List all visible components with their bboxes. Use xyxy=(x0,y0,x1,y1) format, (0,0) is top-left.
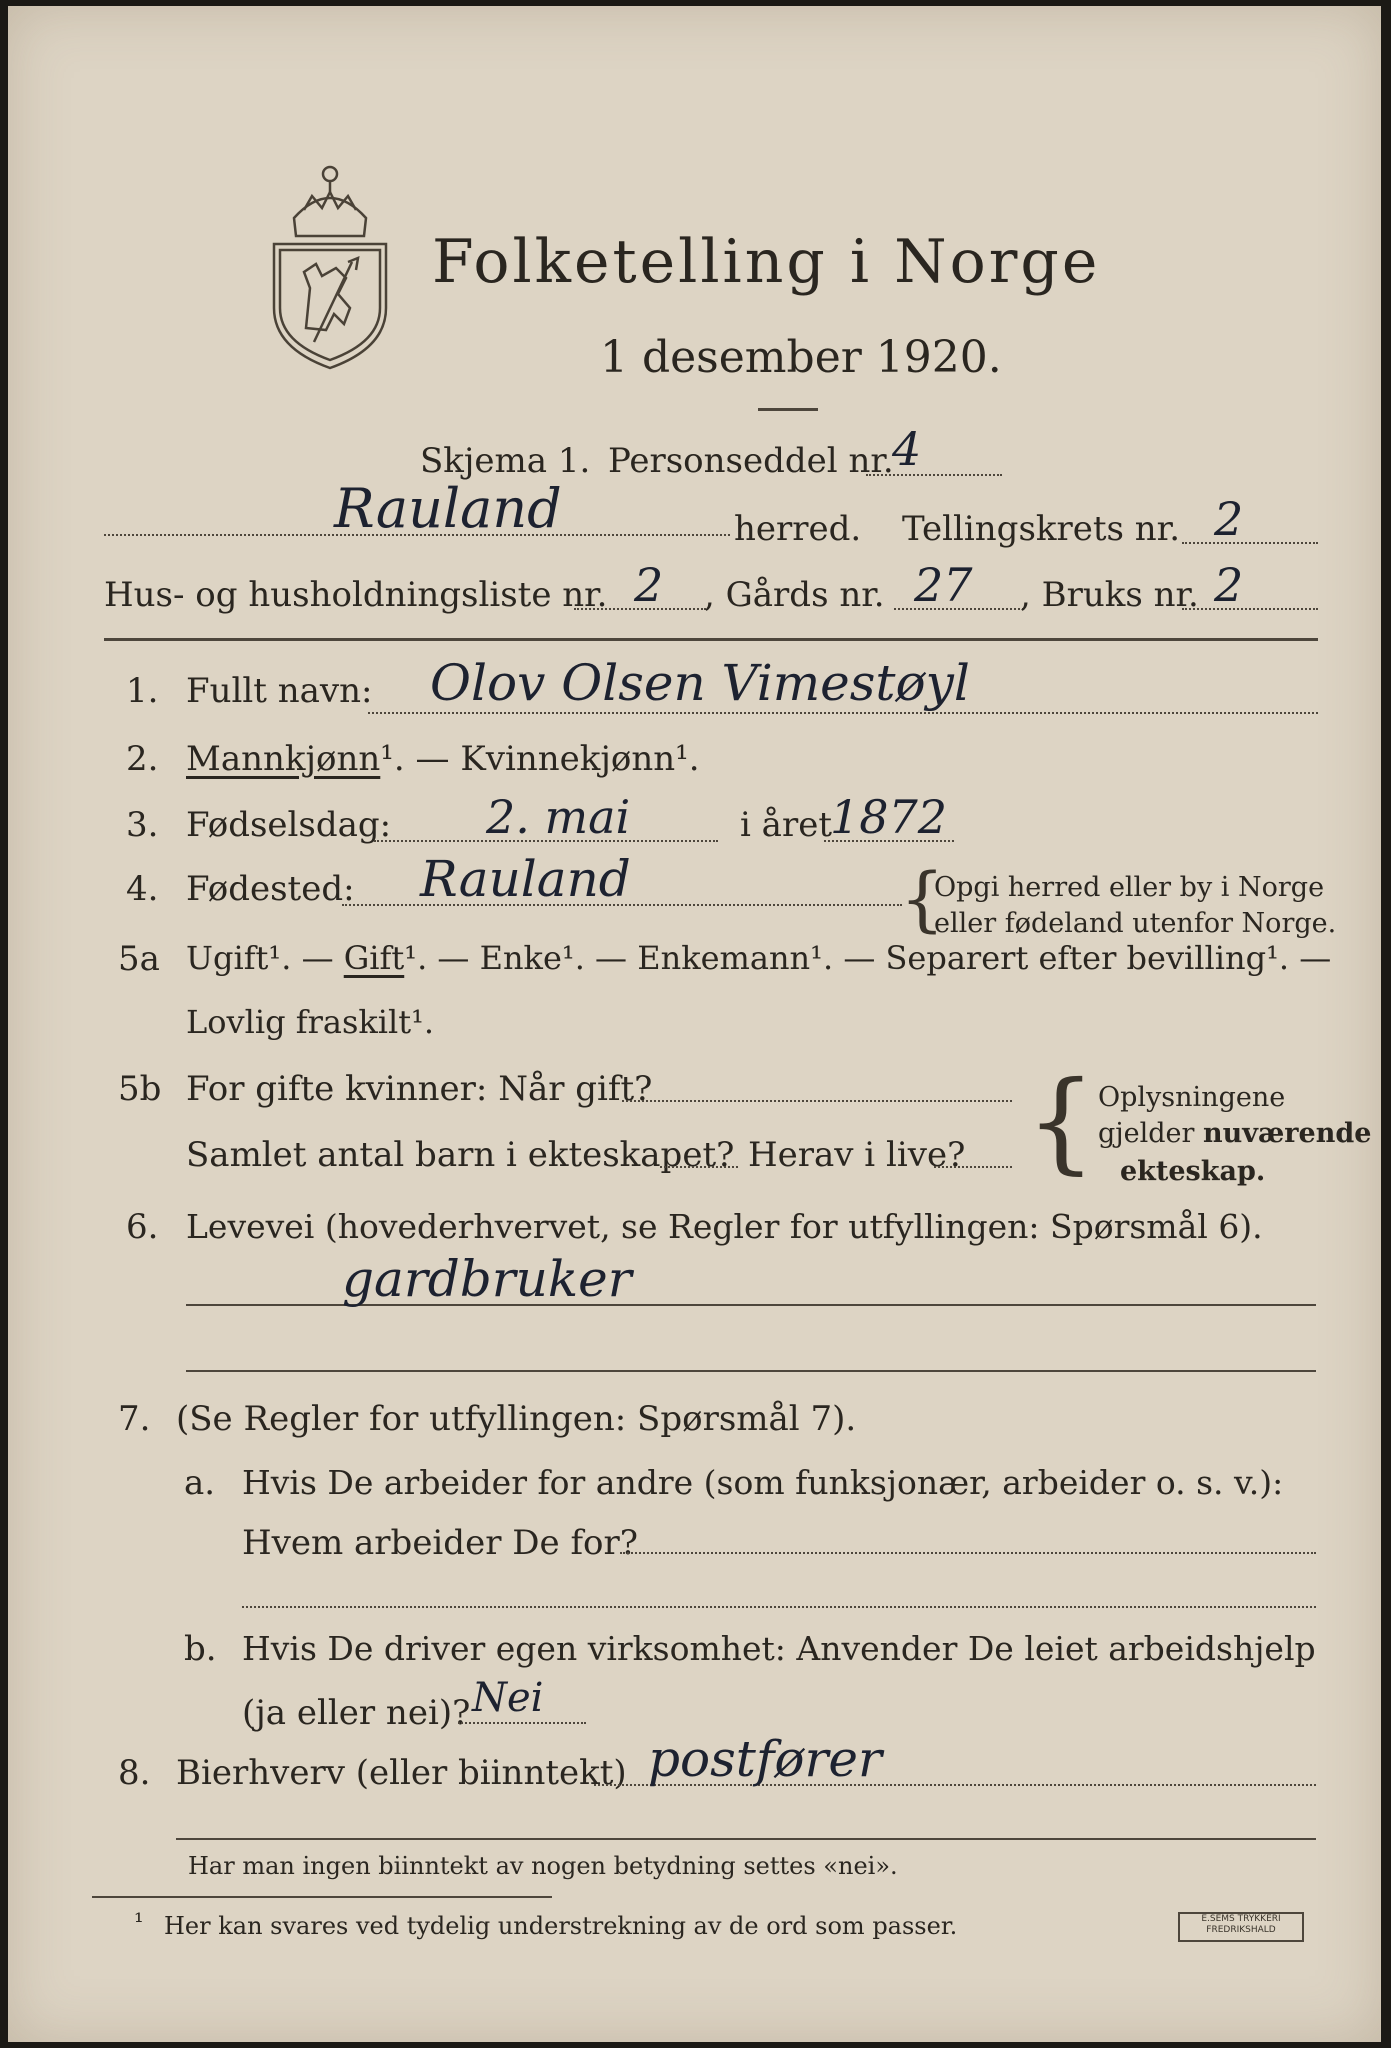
q7-number: 7. xyxy=(118,1399,151,1439)
q7a-line-2: Hvem arbeider De for? xyxy=(242,1523,638,1563)
q5b-note-2a: gjelder xyxy=(1098,1118,1204,1149)
hus-value: 2 xyxy=(634,558,664,612)
q4-label: Fødested: xyxy=(186,869,355,909)
q5b-line-1 xyxy=(622,1100,1012,1102)
q4-note-2: eller fødeland utenfor Norge. xyxy=(934,908,1337,939)
census-date: 1 desember 1920. xyxy=(600,332,1002,383)
q7a-line-1: Hvis De arbeider for andre (som funksjonær, arbeider o. s. v.): xyxy=(242,1463,1284,1502)
footnote-rule xyxy=(92,1896,552,1898)
q5b-number: 5b xyxy=(118,1069,162,1109)
personseddel-value: 4 xyxy=(892,422,922,476)
q7b-line-1: Hvis De driver egen virksomhet: Anvender De leiet arbeidshjelp xyxy=(242,1629,1316,1668)
q2-sep: ¹. — xyxy=(380,739,461,779)
title-rule xyxy=(758,408,818,411)
q3-year-label: i året xyxy=(740,805,832,845)
q7b-line-2: (ja eller nei)? xyxy=(242,1693,471,1733)
personseddel-label: Personseddel nr. xyxy=(608,441,894,481)
q5a-ugift: Ugift¹. — xyxy=(186,939,344,977)
q7a-answer-line xyxy=(620,1552,1316,1554)
printer-stamp-text: E.SEMS TRYKKERI FREDRIKSHALD xyxy=(1201,1914,1281,1935)
q5b-note-3: ekteskap. xyxy=(1120,1156,1266,1187)
q1-number: 1. xyxy=(126,671,159,711)
notes-divider xyxy=(176,1838,1316,1840)
footnote-mark: ¹ xyxy=(134,1908,144,1936)
bruks-label: , Bruks nr. xyxy=(1020,575,1199,615)
q5a-number: 5a xyxy=(118,939,160,979)
q5b-label-2: Samlet antal barn i ekteskapet? xyxy=(186,1135,735,1175)
q5a-text xyxy=(186,939,1332,977)
q7b-answer-line xyxy=(458,1722,586,1724)
q3-number: 3. xyxy=(126,805,159,845)
hus-label: Hus- og husholdningsliste nr. xyxy=(104,575,608,615)
tellingskrets-value: 2 xyxy=(1214,492,1244,546)
q5b-brace: { xyxy=(1026,1057,1096,1185)
q8-value: postfører xyxy=(648,1730,882,1788)
q2-text xyxy=(186,739,700,779)
q7-label: (Se Regler for utfyllingen: Spørsmål 7). xyxy=(176,1399,857,1439)
footnote-text: Her kan svares ved tydelig understrekning av de ord som passer. xyxy=(164,1912,958,1940)
q4-note-1: Opgi herred eller by i Norge xyxy=(934,872,1325,903)
q5a-rest: ¹. — Enke¹. — Enkemann¹. — Separert efter bevilling¹. — xyxy=(404,939,1332,977)
q7b-value: Nei xyxy=(472,1675,544,1721)
biinntekt-note: Har man ingen biinntekt av nogen betydning settes «nei». xyxy=(188,1852,898,1880)
census-form xyxy=(8,6,1381,2042)
q8-label: Bierhverv (eller biinntekt) xyxy=(176,1753,627,1793)
tellingskrets-line xyxy=(1182,542,1318,544)
coat-of-arms-icon xyxy=(264,158,396,372)
q6-label: Levevei (hovederhvervet, se Regler for utfyllingen: Spørsmål 6). xyxy=(186,1207,1263,1246)
gards-label: , Gårds nr. xyxy=(704,575,885,615)
q5b-line-3 xyxy=(934,1166,1012,1168)
q6-number: 6. xyxy=(126,1207,159,1247)
q5b-note-2b: nuværende xyxy=(1203,1118,1372,1149)
herred-label: herred. xyxy=(734,509,862,549)
q2-number: 2. xyxy=(126,739,159,779)
herred-value: Rauland xyxy=(334,477,562,540)
q3-label: Fødselsdag: xyxy=(186,805,392,845)
q5b-label-3: Herav i live? xyxy=(748,1135,966,1175)
tellingskrets-label: Tellingskrets nr. xyxy=(902,509,1181,549)
q5b-note-2 xyxy=(1098,1120,1371,1147)
q4-brace: { xyxy=(900,858,945,940)
q5b-note-1: Oplysningene xyxy=(1098,1082,1286,1113)
q4-value: Rauland xyxy=(420,850,631,908)
q5a-line2: Lovlig fraskilt¹. xyxy=(186,1003,435,1041)
printer-stamp xyxy=(1178,1912,1304,1942)
q5b-label-1: For gifte kvinner: Når gift? xyxy=(186,1069,653,1109)
q4-number: 4. xyxy=(126,869,159,909)
bruks-line xyxy=(1182,608,1318,610)
q2-female: Kvinnekjønn xyxy=(460,739,676,779)
q7a-answer-line-2 xyxy=(242,1606,1316,1608)
form-title: Folketelling i Norge xyxy=(432,227,1101,297)
q7a-letter: a. xyxy=(184,1463,216,1503)
q3-year-value: 1872 xyxy=(830,790,948,844)
bruks-value: 2 xyxy=(1214,558,1244,612)
q1-label: Fullt navn: xyxy=(186,671,373,711)
q2-end: ¹. xyxy=(675,739,700,779)
schema-label: Skjema 1. xyxy=(420,441,591,481)
personseddel-line xyxy=(866,474,1002,476)
q8-number: 8. xyxy=(118,1753,151,1793)
q6-value: gardbruker xyxy=(342,1250,632,1308)
q2-male: Mannkjønn xyxy=(186,739,381,779)
q6-line-2 xyxy=(186,1370,1316,1372)
q5a-gift: Gift xyxy=(343,939,405,977)
q7b-letter: b. xyxy=(184,1629,217,1669)
q3-value: 2. mai xyxy=(486,790,631,844)
gards-value: 27 xyxy=(914,558,973,612)
q5b-line-2 xyxy=(660,1166,738,1168)
header-divider xyxy=(104,638,1318,641)
q1-value: Olov Olsen Vimestøyl xyxy=(430,654,970,712)
q1-line xyxy=(368,712,1318,714)
